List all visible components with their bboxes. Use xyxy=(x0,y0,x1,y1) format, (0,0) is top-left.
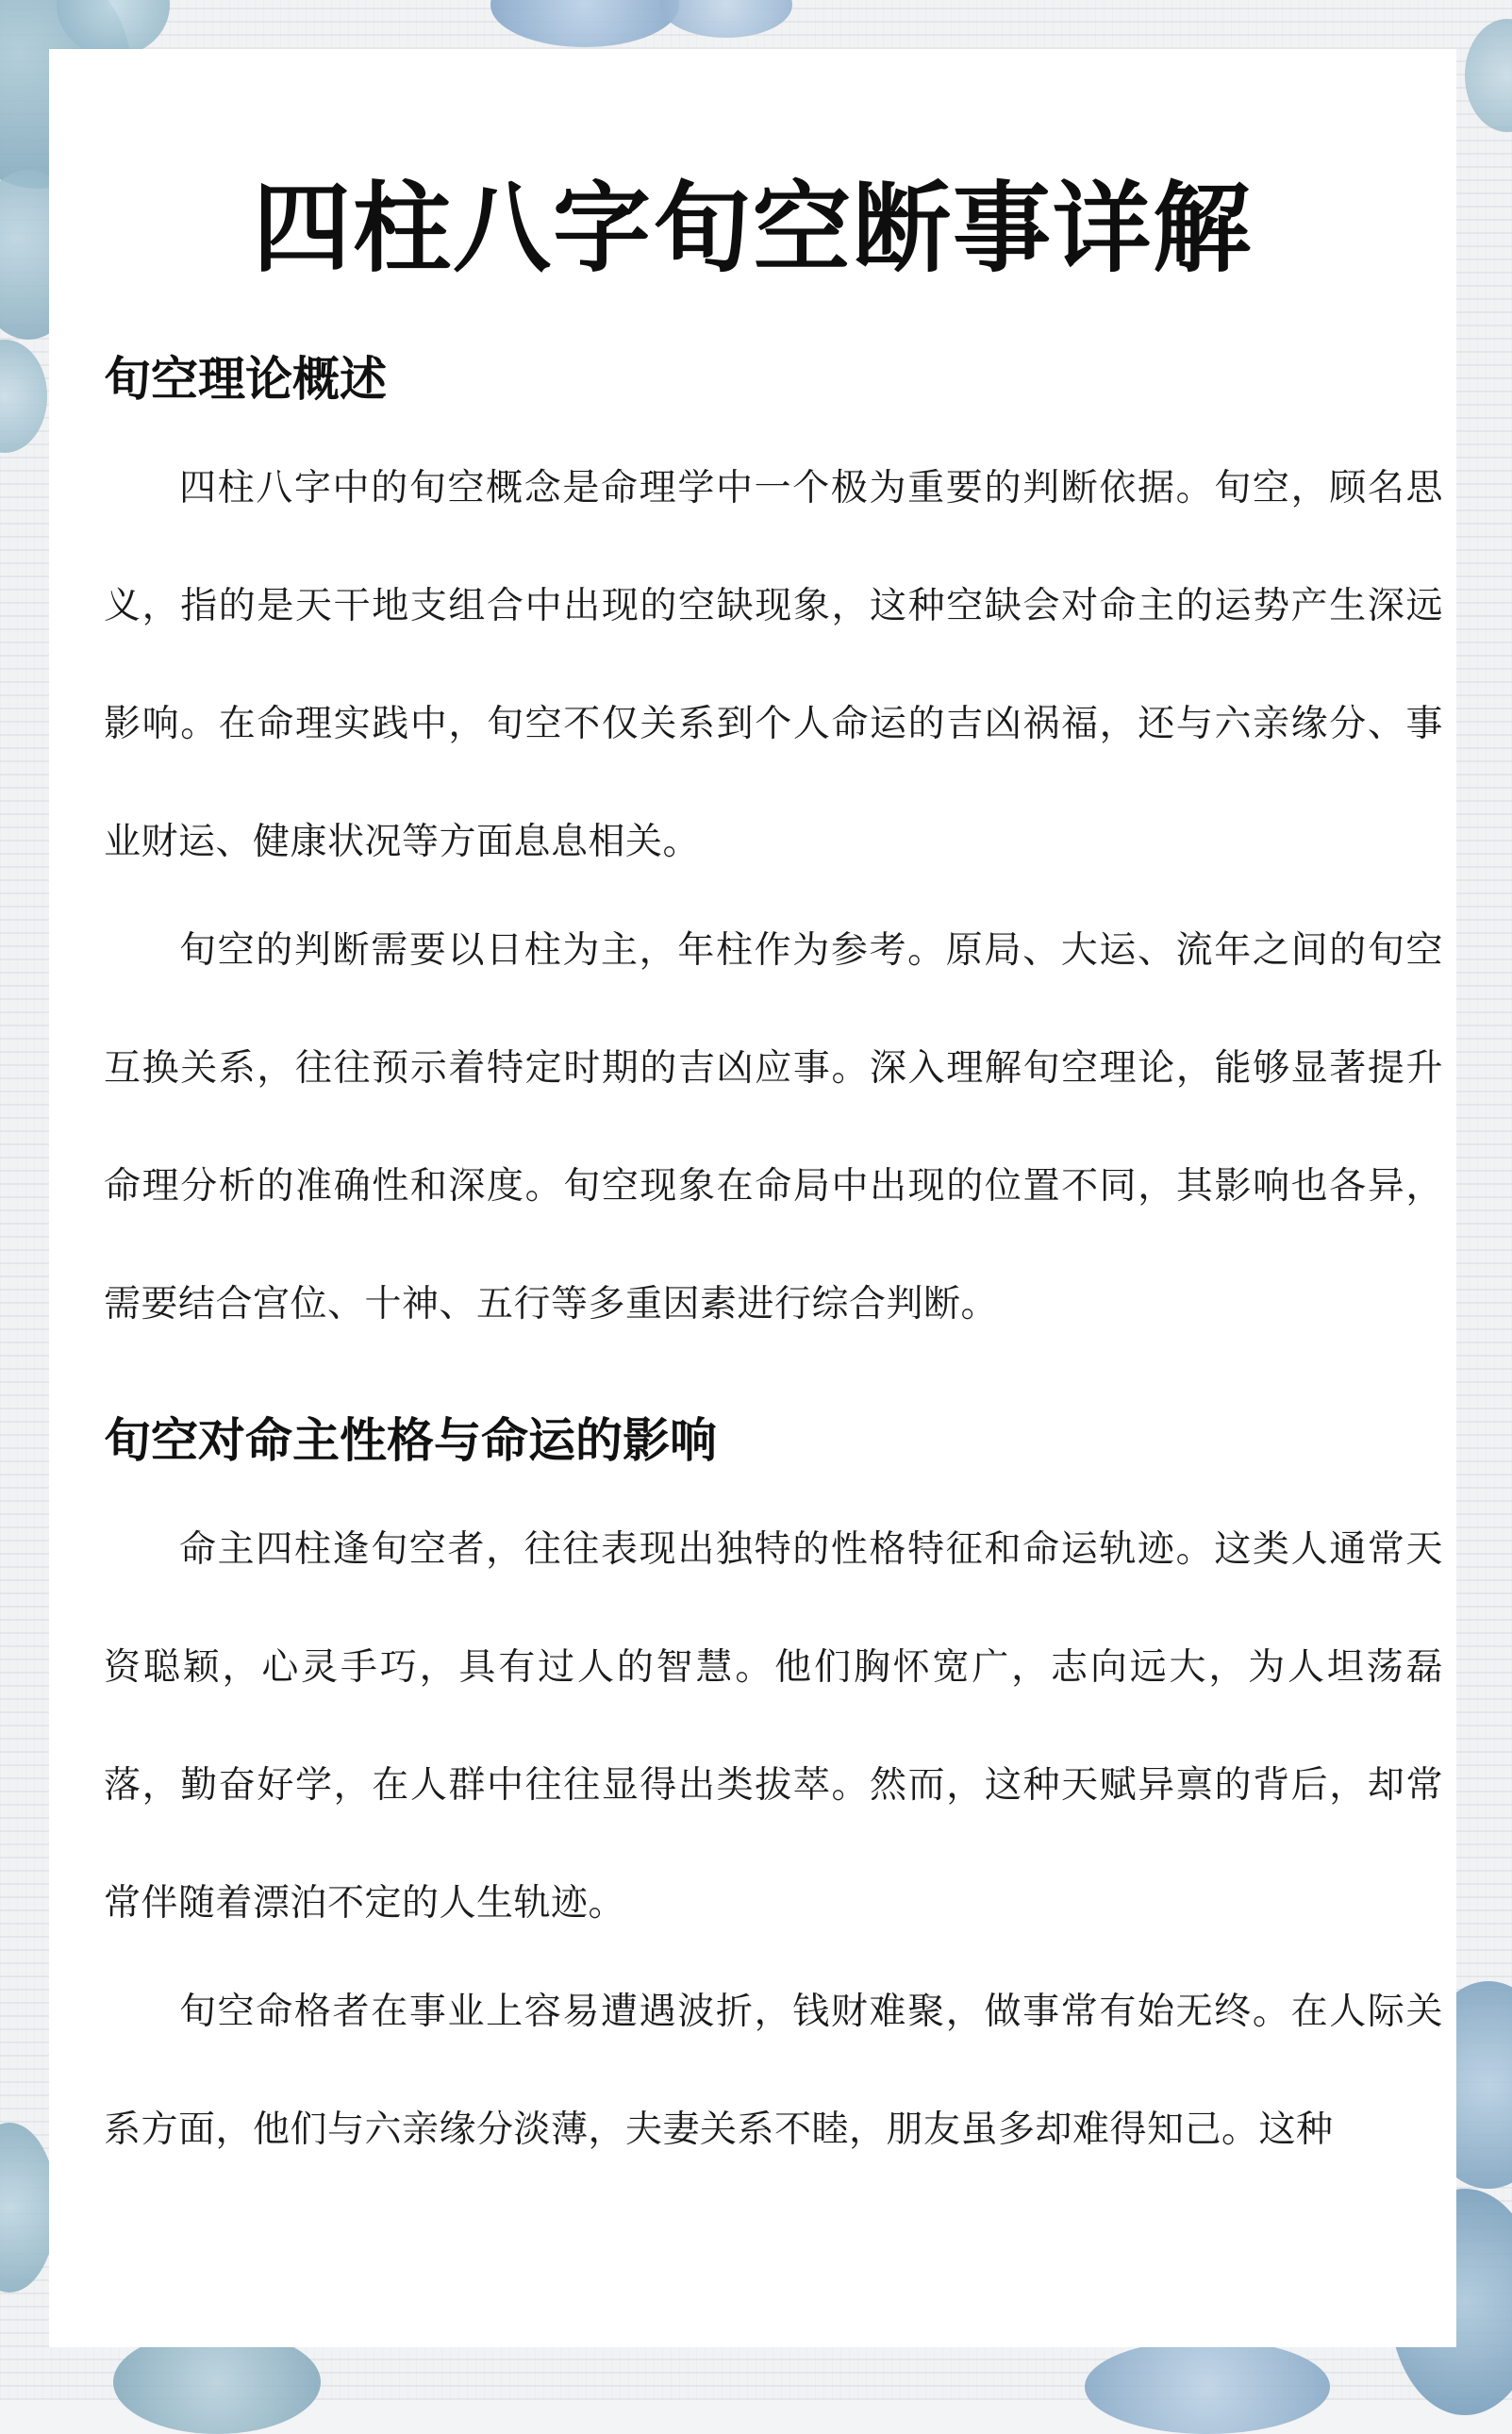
paragraph: 旬空命格者在事业上容易遭遇波折，钱财难聚，做事常有始无终。在人际关系方面，他们与六亲缘分淡薄，夫妻关系不睦，朋友虽多却难得知己。这种 xyxy=(104,1991,1443,2151)
paragraph: 旬空的判断需要以日柱为主，年柱作为参考。原局、大运、流年之间的旬空互换关系，往往预示着特定时期的吉凶应事。深入理解旬空理论，能够显著提升命理分析的准确性和深度。旬空现象在命局中出现的位置不同，其影响也各异，需要结合宫位、十神、五行等多重因素进行综合判断。 xyxy=(104,929,1443,1325)
paragraph: 命主四柱逢旬空者，往往表现出独特的性格特征和命运轨迹。这类人通常天资聪颖，心灵手巧，具有过人的智慧。他们胸怀宽广，志向远大，为人坦荡磊落，勤奋好学，在人群中往往显得出类拔萃。然而，这种天赋异禀的背后，却常常伴随着漂泊不定的人生轨迹。 xyxy=(104,1528,1443,1925)
section-influence xyxy=(104,1413,1443,2189)
article-card xyxy=(49,49,1456,2347)
section-heading: 旬空对命主性格与命运的影响 xyxy=(104,1413,717,1468)
page-title: 四柱八字旬空断事详解 xyxy=(252,171,1253,286)
paragraph: 四柱八字中的旬空概念是命理学中一个极为重要的判断依据。旬空，顾名思义，指的是天干地支组合中出现的空缺现象，这种空缺会对命主的运势产生深远影响。在命理实践中，旬空不仅关系到个人命运的吉凶祸福，还与六亲缘分、事业财运、健康状况等方面息息相关。 xyxy=(104,467,1443,863)
section-heading: 旬空理论概述 xyxy=(104,352,387,407)
section-overview xyxy=(104,352,1443,1363)
watercolor-decoration xyxy=(1085,2340,1330,2434)
